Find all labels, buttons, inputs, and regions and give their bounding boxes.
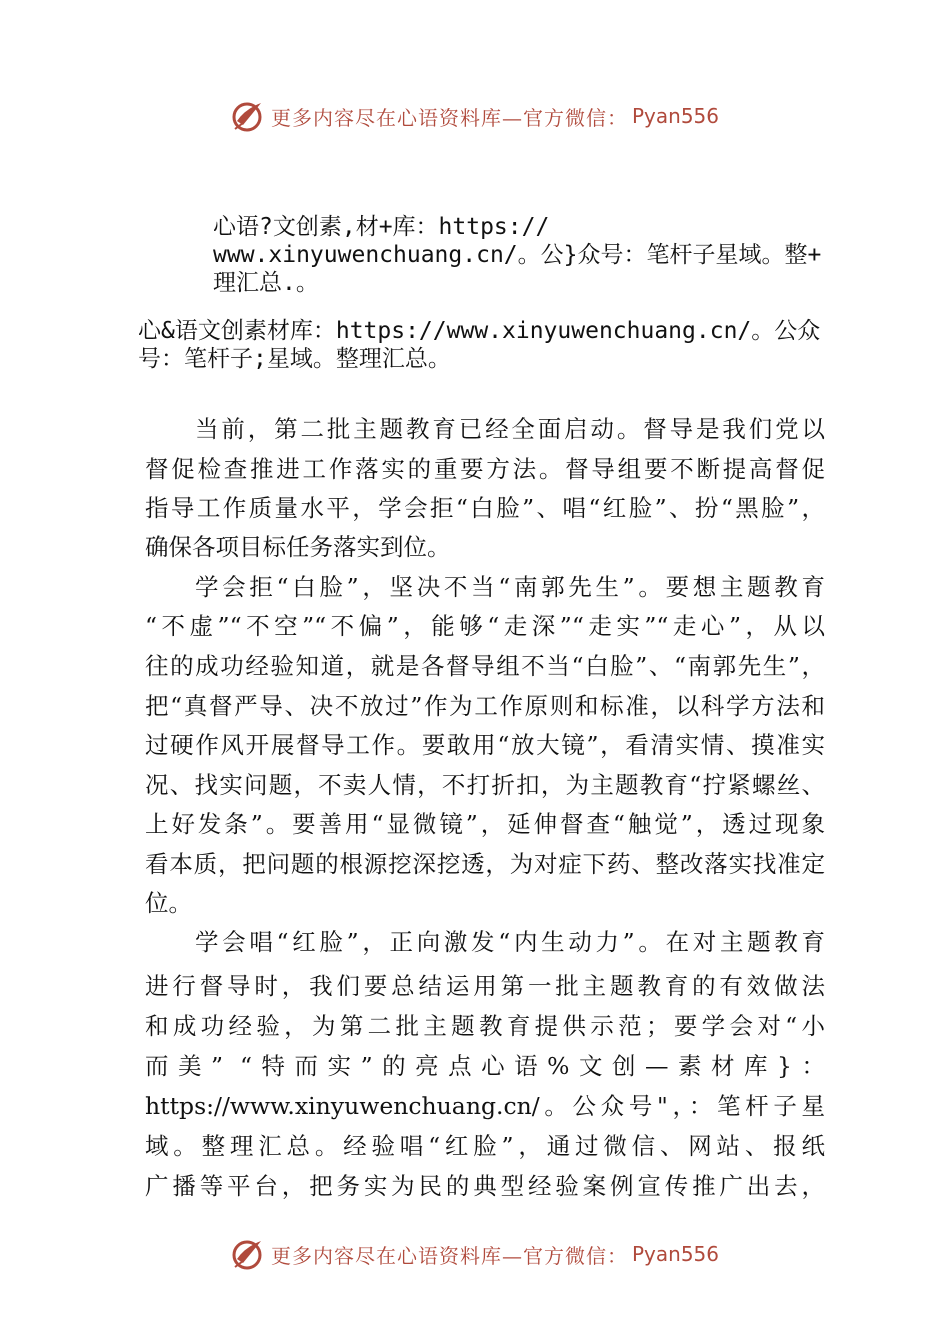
banner-wechat-id: Pyan556: [631, 1242, 719, 1266]
para3-line: https://www.xinyuwenchuang.cn/。公众号"，：笔杆子星: [145, 1092, 825, 1120]
para3-line: 进行督导时，我们要总结运用第一批主题教育的有效做法: [145, 972, 825, 1000]
para2-line: “不虚”“不空”“不偏”，能够“走深”“走实”“走心”，从以: [145, 612, 825, 640]
para1-line: 确保各项目标任务落实到位。: [145, 533, 451, 561]
pen-logo-icon: [231, 1237, 265, 1271]
para3-line: 而美” “特而实”的亮点心语%文创—素材库}：: [145, 1052, 825, 1080]
watermark-banner-top: [0, 96, 950, 136]
para2-line: 位。: [145, 889, 192, 917]
para2-line: 把“真督严导、决不放过”作为工作原则和标准，以科学方法和: [145, 692, 825, 720]
para2-line: 往的成功经验知道，就是各督导组不当“白脸”、“南郭先生”，: [145, 652, 825, 680]
source-line-1: 心&语文创素材库：https://www.xinyuwenchuang.cn/。公众: [138, 318, 821, 344]
para1-line: 指导工作质量水平，学会拒“白脸”、唱“红脸”、扮“黑脸”，: [145, 494, 825, 522]
para3-line: 广播等平台，把务实为民的典型经验案例宣传推广出去，: [145, 1172, 825, 1200]
para2-line: 过硬作风开展督导工作。要敢用“放大镜”，看清实情、摸准实: [145, 731, 825, 759]
watermark-banner-bottom: [0, 1234, 950, 1274]
para1-line: 督促检查推进工作落实的重要方法。督导组要不断提高督促: [145, 455, 825, 483]
banner-wechat-id: Pyan556: [631, 104, 719, 128]
para1-line: 当前，第二批主题教育已经全面启动。督导是我们党以: [195, 415, 825, 443]
para3-line: 学会唱“红脸”，正向激发“内生动力”。在对主题教育: [195, 928, 825, 956]
para2-line: 看本质，把问题的根源挖深挖透，为对症下药、整改落实找准定: [145, 850, 825, 878]
para3-line: 域。整理汇总。经验唱“红脸”，通过微信、网站、报纸: [145, 1132, 825, 1160]
banner-text: 更多内容尽在心语资料库—官方微信：: [270, 1243, 628, 1268]
pen-logo-icon: [231, 99, 265, 133]
para2-line: 况、找实问题，不卖人情，不打折扣，为主题教育“拧紧螺丝、: [145, 771, 825, 799]
para2-line: 学会拒“白脸”，坚决不当“南郭先生”。要想主题教育: [195, 573, 825, 601]
header-line-2: www.xinyuwenchuang.cn/。公}众号：笔杆子星域。整+: [213, 242, 822, 268]
banner-text: 更多内容尽在心语资料库—官方微信：: [270, 105, 628, 130]
header-line-1: 心语?文创素,材+库：https://: [213, 214, 550, 240]
para2-line: 上好发条”。要善用“显微镜”，延伸督查“触觉”，透过现象: [145, 810, 825, 838]
header-line-3: 理汇总.。: [213, 270, 319, 296]
para3-line: 和成功经验，为第二批主题教育提供示范；要学会对“小: [145, 1012, 825, 1040]
source-line-2: 号：笔杆子;星域。整理汇总。: [138, 346, 451, 372]
